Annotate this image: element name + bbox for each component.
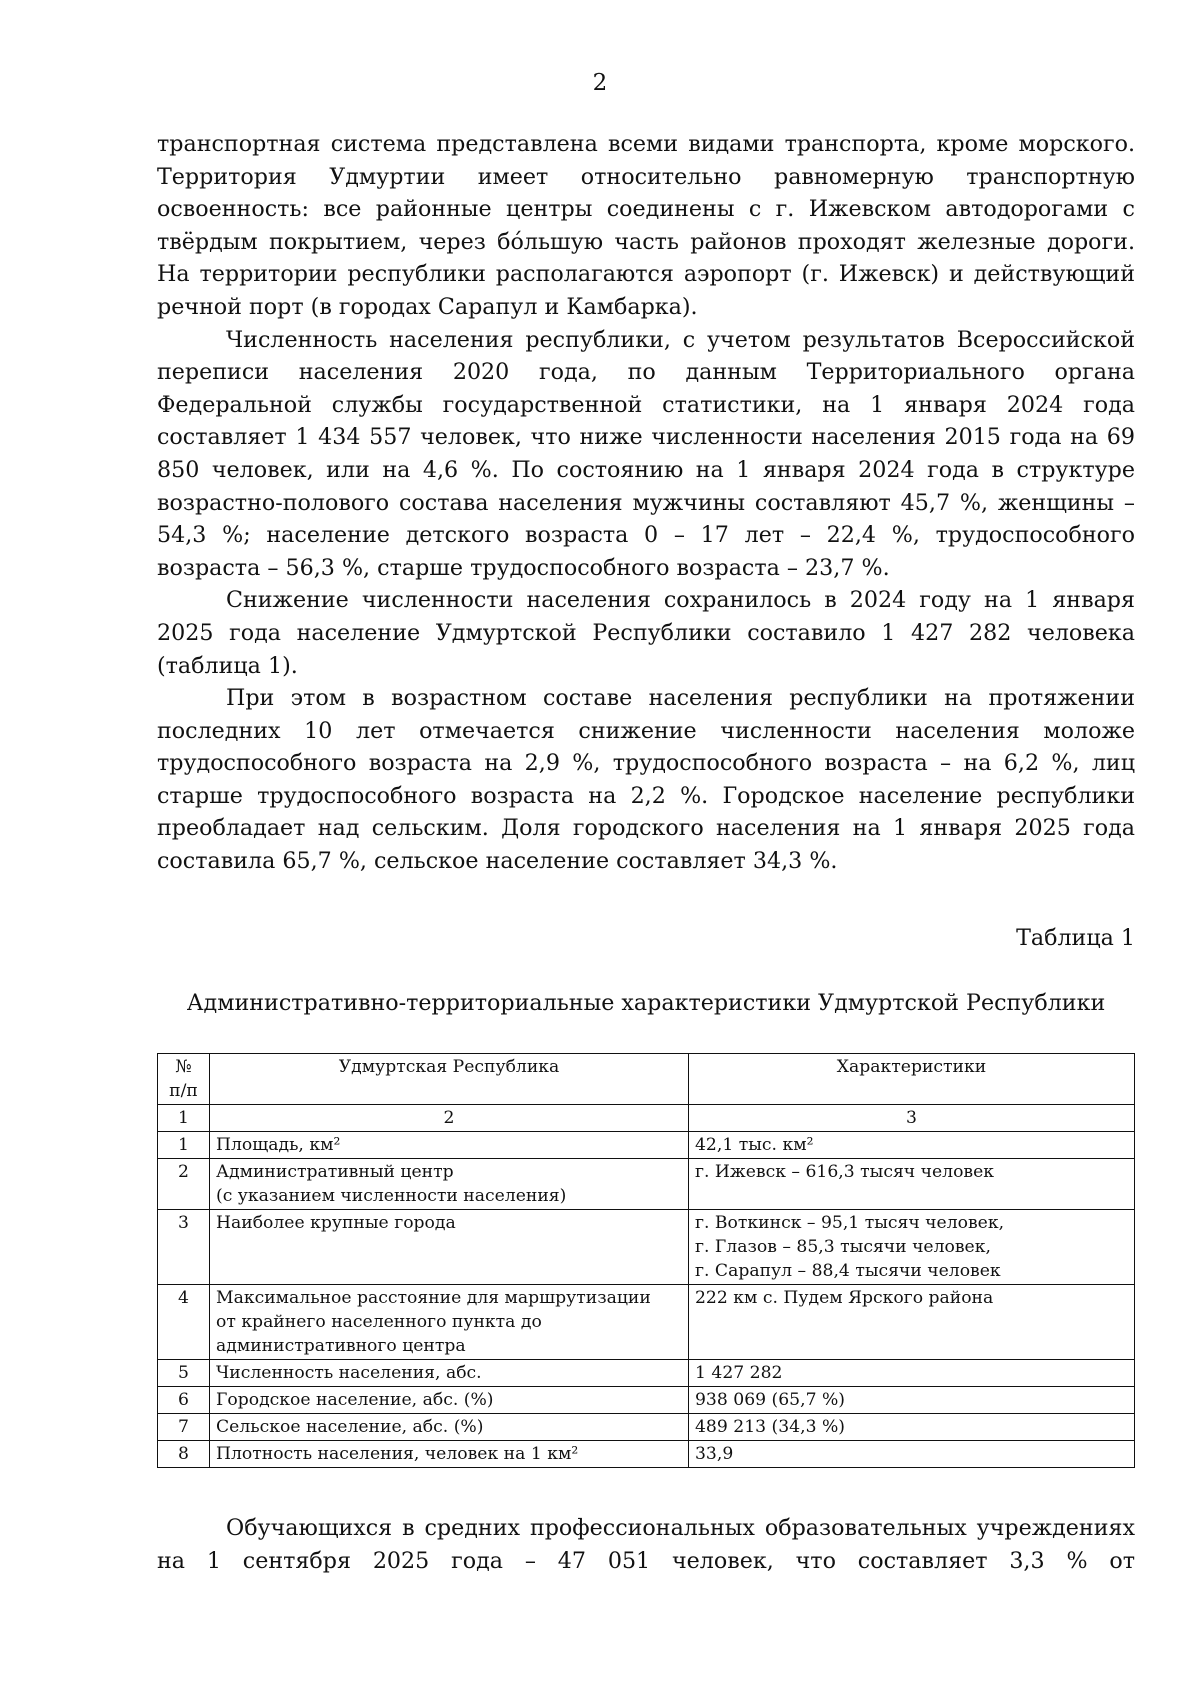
column-number: 1 <box>158 1105 210 1132</box>
row-number: 4 <box>158 1285 210 1360</box>
row-number: 6 <box>158 1387 210 1414</box>
row-number: 8 <box>158 1441 210 1468</box>
table-row <box>158 1285 1135 1360</box>
column-number-row <box>158 1105 1135 1132</box>
paragraph-population-decline: Снижение численности населения сохранилось в 2024 году на 1 января 2025 года население Удмуртской Республики составило 1 427 282 человека (таблица 1). <box>157 587 1135 679</box>
row-value: 33,9 <box>689 1441 1135 1468</box>
row-number: 1 <box>158 1132 210 1159</box>
row-value: 222 км с. Пудем Ярского района <box>689 1285 1135 1360</box>
paragraph-age-structure: При этом в возрастном составе населения республики на протяжении последних 10 лет отмечается снижение численности населения моложе трудоспособного возраста на 2,9 %, трудоспособного возраста – на 6,2 %, лиц старше трудоспособного возраста на 2,2 %. Городское население республики преобладает над сельским. Доля городского населения на 1 января 2025 года составила 65,7 %, сельское население составляет 34,3 %. <box>157 685 1135 875</box>
row-name: Площадь, км² <box>210 1132 689 1159</box>
column-number: 2 <box>210 1105 689 1132</box>
paragraph-students: Обучающихся в средних профессиональных образовательных учреждениях на 1 сентября 2025 года – 47 051 человек, что составляет 3,3 % от <box>157 1515 1135 1574</box>
body-text-top <box>157 128 1135 878</box>
row-name: Наиболее крупные города <box>210 1210 689 1285</box>
row-number: 5 <box>158 1360 210 1387</box>
table-header-row <box>158 1054 1135 1105</box>
table-row <box>158 1387 1135 1414</box>
row-value: 489 213 (34,3 %) <box>689 1414 1135 1441</box>
table-row <box>158 1360 1135 1387</box>
paragraph-transport: транспортная система представлена всеми видами транспорта, кроме морского. Территория Удмуртии имеет относительно равномерную транспортную освоенность: все районные центры соединены с г. Ижевском автодорогами с твёрдым покрытием, через бо́льшую часть районов проходят железные дороги. На территории республики располагаются аэропорт (г. Ижевск) и действующий речной порт (в городах Сарапул и Камбарка). <box>157 131 1135 320</box>
table-label: Таблица 1 <box>1016 925 1135 951</box>
row-name: Сельское население, абс. (%) <box>210 1414 689 1441</box>
header-characteristics: Характеристики <box>689 1054 1135 1105</box>
characteristics-table <box>157 1053 1134 1468</box>
row-value: г. Воткинск – 95,1 тысяч человек, г. Глазов – 85,3 тысячи человек, г. Сарапул – 88,4 тысячи человек <box>689 1210 1135 1285</box>
table-row <box>158 1441 1135 1468</box>
row-value: 1 427 282 <box>689 1360 1135 1387</box>
row-value: г. Ижевск – 616,3 тысяч человек <box>689 1159 1135 1210</box>
row-name: Административный центр (с указанием численности населения) <box>210 1159 689 1210</box>
body-text-bottom <box>157 1512 1135 1577</box>
row-number: 3 <box>158 1210 210 1285</box>
table-row <box>158 1210 1135 1285</box>
column-number: 3 <box>689 1105 1135 1132</box>
row-number: 7 <box>158 1414 210 1441</box>
row-value: 938 069 (65,7 %) <box>689 1387 1135 1414</box>
table-row <box>158 1159 1135 1210</box>
row-name: Максимальное расстояние для маршрутизации от крайнего населенного пункта до административного центра <box>210 1285 689 1360</box>
table-row <box>158 1132 1135 1159</box>
row-name: Плотность населения, человек на 1 км² <box>210 1441 689 1468</box>
row-name: Городское население, абс. (%) <box>210 1387 689 1414</box>
header-region: Удмуртская Республика <box>210 1054 689 1105</box>
row-value: 42,1 тыс. км² <box>689 1132 1135 1159</box>
row-name: Численность населения, абс. <box>210 1360 689 1387</box>
page-number: 2 <box>592 70 608 96</box>
table-row <box>158 1414 1135 1441</box>
row-number: 2 <box>158 1159 210 1210</box>
table-title: Административно-территориальные характеристики Удмуртской Республики <box>186 990 1106 1016</box>
header-num: № п/п <box>158 1054 210 1105</box>
paragraph-population-2024: Численность населения республики, с учетом результатов Всероссийской переписи населения 2020 года, по данным Территориального органа Федеральной службы государственной статистики, на 1 января 2024 года составляет 1 434 557 человек, что ниже численности населения 2015 года на 69 850 человек, или на 4,6 %. По состоянию на 1 января 2024 года в структуре возрастно-полового состава населения мужчины составляют 45,7 %, женщины – 54,3 %; население детского возраста 0 – 17 лет – 22,4 %, трудоспособного возраста – 56,3 %, старше трудоспособного возраста – 23,7 %. <box>157 326 1135 581</box>
